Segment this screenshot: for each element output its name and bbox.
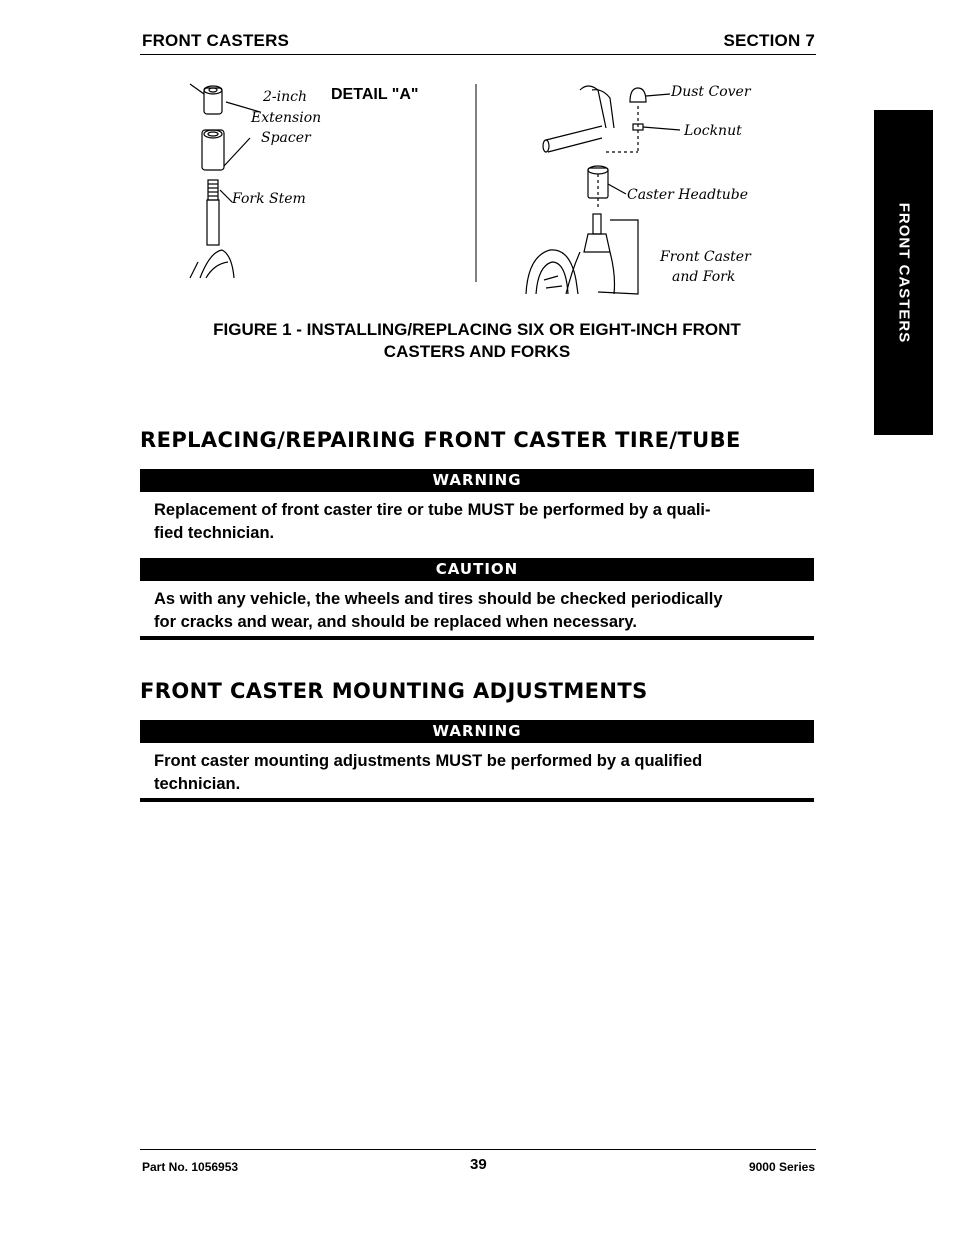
label-spacer-line3: Spacer [261,130,311,146]
section1-caution-text [154,588,804,634]
section2-warning-line1: Front caster mounting adjustments MUST be performed by a qualified [154,752,703,770]
label-locknut: Locknut [684,123,742,139]
footer-rule [140,1149,816,1150]
side-tab [874,110,933,435]
label-front-caster-line1: Front Caster [660,249,751,265]
header-rule [140,54,816,55]
label-spacer-line1: 2-inch [263,89,307,105]
caption-line2: CASTERS AND FORKS [383,342,571,361]
header-right: SECTION 7 [723,31,815,50]
section1-warning-bar: WARNING [140,469,814,492]
section2-end-rule [140,798,814,802]
label-dust-cover: Dust Cover [671,84,751,100]
header-left: FRONT CASTERS [142,31,290,50]
section1-warning-line2: fied technician. [154,524,275,542]
section2-warning-line2: technician. [154,775,241,793]
side-tab-label: FRONT CASTERS [895,202,912,343]
detail-label: DETAIL "A" [331,86,419,103]
label-fork-stem: Fork Stem [232,191,306,207]
page-number: 39 [470,1156,487,1173]
caption-line1: FIGURE 1 - INSTALLING/REPLACING SIX OR EIGHT-INCH FRONT [213,320,741,339]
section2-warning-text [154,750,804,796]
label-front-caster-line2: and Fork [672,269,736,285]
section1-caution-line2: for cracks and wear, and should be replaced when necessary. [154,613,637,631]
footer-part-no: Part No. 1056953 [142,1160,239,1174]
section1-warning-text [154,499,804,545]
section2-warning-bar: WARNING [140,720,814,743]
section1-caution-bar: CAUTION [140,558,814,581]
section1-title: REPLACING/REPAIRING FRONT CASTER TIRE/TUBE [140,428,741,452]
section2-title: FRONT CASTER MOUNTING ADJUSTMENTS [140,679,648,703]
label-spacer-line2: Extension [251,110,322,126]
label-caster-headtube: Caster Headtube [627,187,748,203]
section1-warning-line1: Replacement of front caster tire or tube MUST be performed by a quali- [154,501,711,519]
section1-caution-line1: As with any vehicle, the wheels and tires should be checked periodically [154,590,723,608]
section1-end-rule [140,636,814,640]
figure-caption [150,319,804,363]
footer-series: 9000 Series [748,1160,815,1174]
